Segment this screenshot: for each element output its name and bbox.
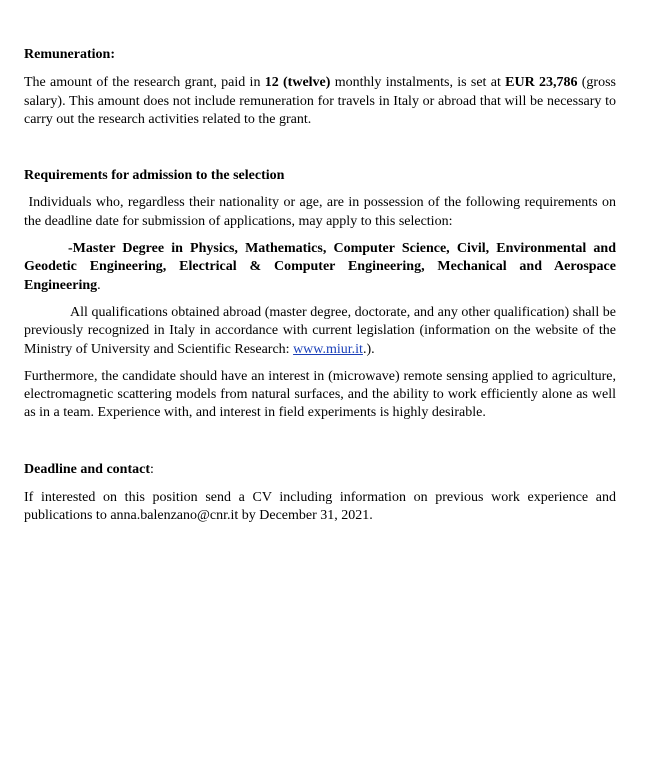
abroad-text: All qualifications obtained abroad (master degree, doctorate, and any other qualification) shall be previously recognized in Italy in accordance with current legislation (information on the website of the Ministry of University and Scientific Research: [24,304,616,357]
requirements-heading: Requirements for admission to the selection [24,168,285,184]
deadline-heading [24,461,616,479]
remuneration-heading: Remuneration: [24,47,115,62]
deadline-paragraph: If interested on this position send a CV including information on previous work experience and publications to anna.balenzano@cnr.it by December 31, 2021. [24,490,616,524]
degree-end: . [97,277,101,293]
abroad-end: .). [362,341,375,357]
abroad-qualifications-paragraph [24,304,616,359]
remuneration-paragraph [24,74,616,129]
instalments-count: 12 (twelve) [264,75,331,91]
deadline-heading-colon: : [150,461,154,477]
remuneration-text-1: The amount of the research grant, paid in [24,75,265,91]
deadline-section [24,461,616,526]
deadline-heading-text: Deadline and contact [24,461,150,477]
requirements-intro: Individuals who, regardless their nationality or age, are in possession of the following requirements on the deadline date for submission of applications, may apply to this selection: [24,195,620,229]
miur-link[interactable]: www.miur.it [293,341,363,357]
degree-requirement [24,240,616,295]
remuneration-text-3: (gross salary). This amount does not include remuneration for travels in Italy or abroad that will be necessary to carry out the research activities related to the grant. [24,75,616,127]
requirements-section [24,167,620,423]
remuneration-text-2: monthly instalments, is set at [330,75,506,91]
remuneration-section [24,46,616,129]
interest-paragraph: Furthermore, the candidate should have an interest in (microwave) remote sensing applied to agriculture, electromagnetic scattering models from natural surfaces, and the ability to work efficiently alone as well as in a team. Experience with, and interest in field experiments is highly desirable. [24,368,616,421]
degree-list: -Master Degree in Physics, Mathematics, Computer Science, Civil, Environmental and Geodetic Engineering, Electrical & Computer Engineering, Mechanical and Aerospace Engineering [24,241,616,293]
grant-amount: EUR 23,786 [505,75,578,91]
